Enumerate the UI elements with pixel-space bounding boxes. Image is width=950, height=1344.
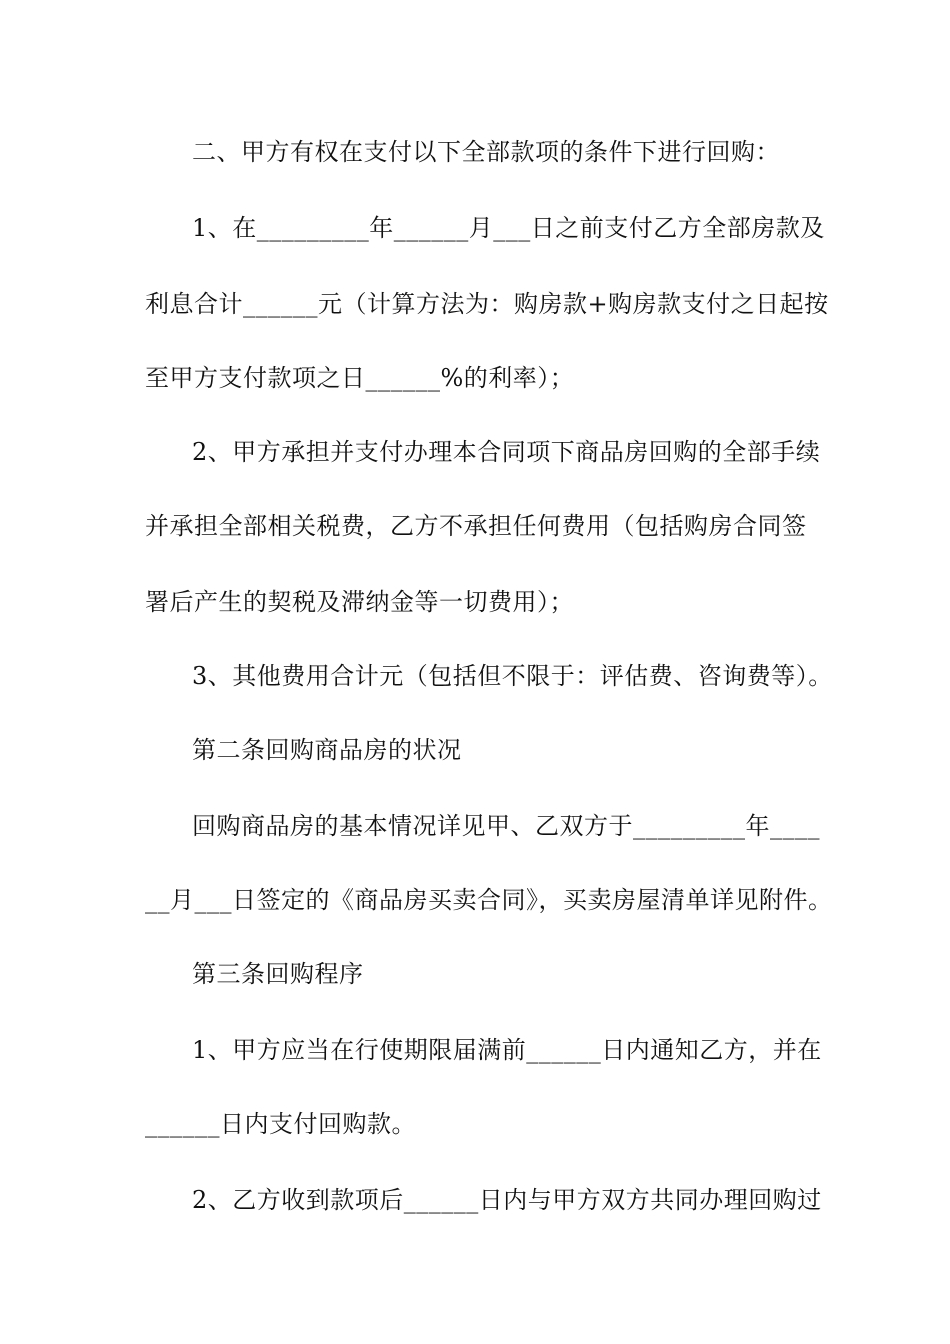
paragraph-line: 1、在_________年______月___日之前支付乙方全部房款及 [192,214,825,242]
paragraph-line: 回购商品房的基本情况详见甲、乙双方于_________年____ [192,812,820,840]
paragraph-line: 2、乙方收到款项后______日内与甲方双方共同办理回购过 [192,1186,822,1214]
paragraph-line: 至甲方支付款项之日______%的利率）； [145,364,575,392]
paragraph-line: 并承担全部相关税费，乙方不承担任何费用（包括购房合同签 [145,512,807,540]
paragraph-line: 2、甲方承担并支付办理本合同项下商品房回购的全部手续 [192,438,821,466]
paragraph-line: 利息合计______元（计算方法为：购房款+购房款支付之日起按 [145,290,829,318]
paragraph-line: 1、甲方应当在行使期限届满前______日内通知乙方，并在 [192,1036,822,1064]
section-heading: 第二条回购商品房的状况 [192,736,462,764]
paragraph-line: 署后产生的契税及滞纳金等一切费用）； [145,588,574,616]
paragraph-line: ______日内支付回购款。 [145,1110,416,1138]
paragraph-line: __月___日签定的《商品房买卖合同》，买卖房屋清单详见附件。 [145,886,833,914]
paragraph-line: 二、甲方有权在支付以下全部款项的条件下进行回购： [192,138,780,166]
paragraph-line: 3、其他费用合计元（包括但不限于：评估费、咨询费等）。 [192,662,833,690]
section-heading: 第三条回购程序 [192,960,364,988]
